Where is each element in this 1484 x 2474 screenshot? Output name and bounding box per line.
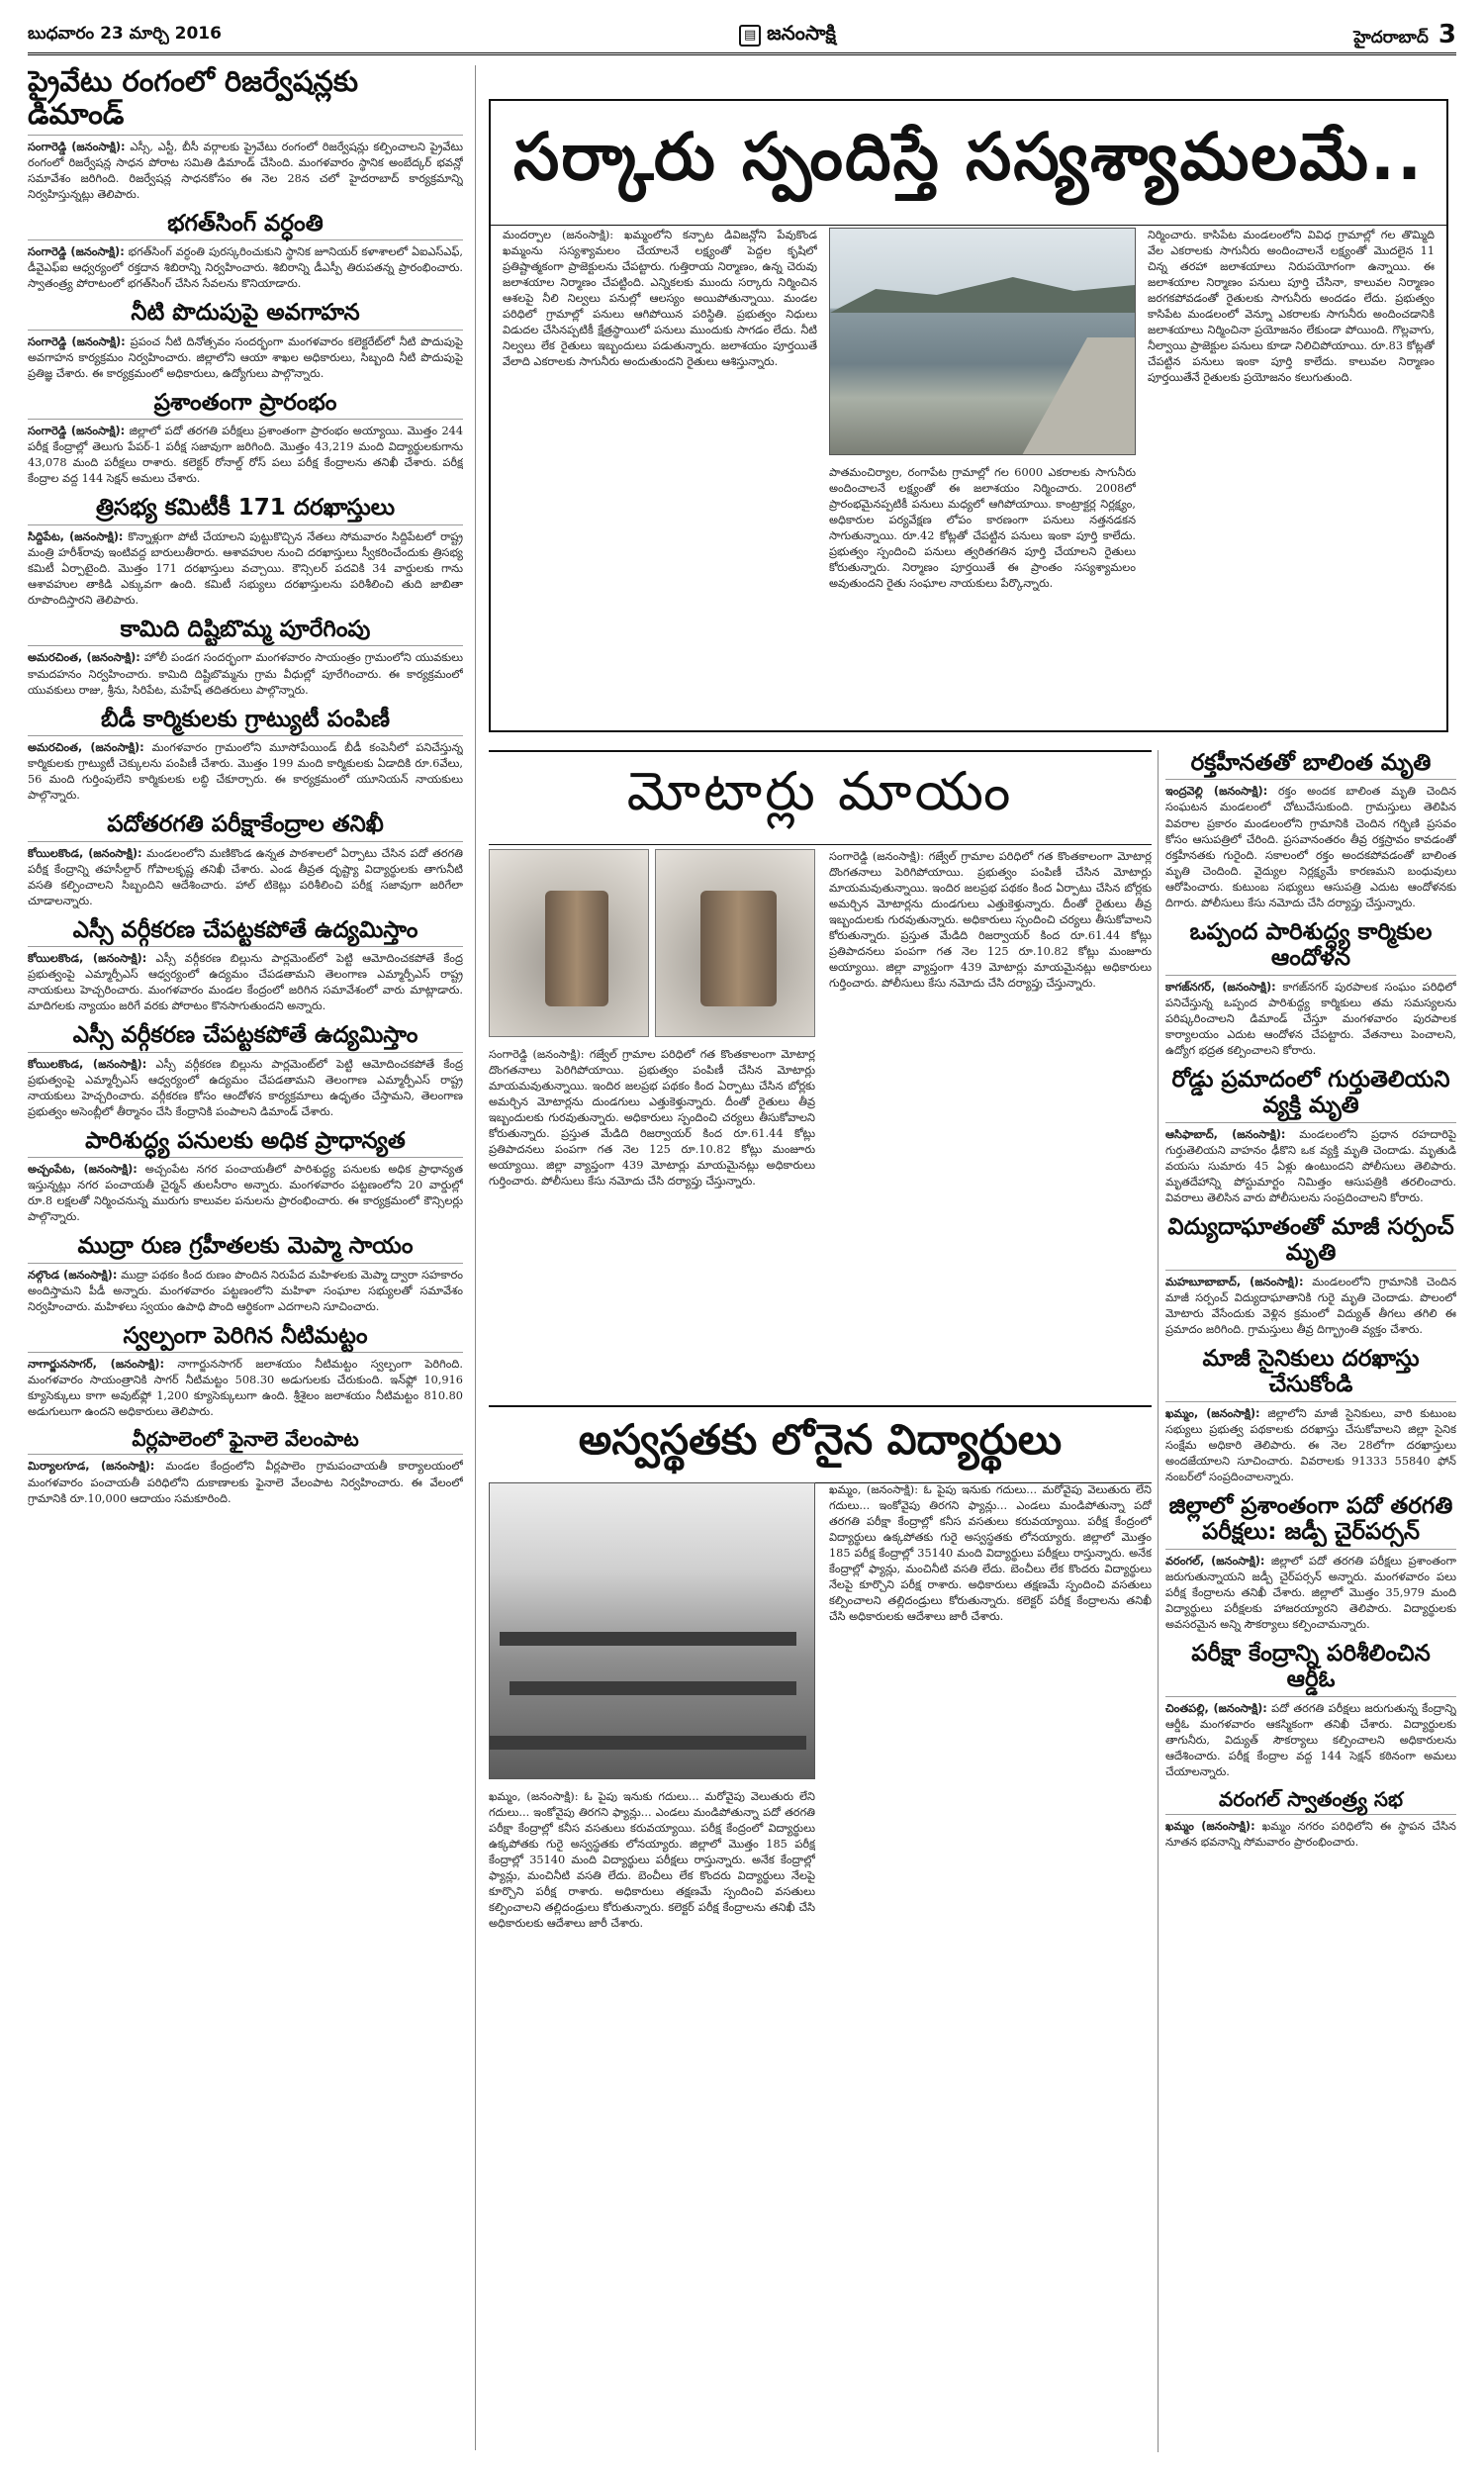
hill-shape (830, 273, 1135, 313)
news-story (28, 65, 463, 203)
story-headline: రోడ్డు ప్రమాదంలో గుర్తుతెలియని వ్యక్తి మృతి (1165, 1067, 1456, 1123)
story-dateline: నాగార్జునసాగర్, (జనంసాక్షి): (28, 1358, 164, 1372)
issue-date: బుధవారం 23 మార్చి 2016 (28, 23, 222, 44)
story-headline: ఒప్పంద పారిశుద్ధ్య కార్మికుల ఆందోళన (1165, 919, 1456, 976)
pipe-shape (700, 891, 777, 1006)
story-text: జిల్లాలో పదో తరగతి పరీక్షలు ప్రశాంతంగా ప్రారంభం అయ్యాయి. మొత్తం 244 పరీక్ష కేంద్రాల్లో తెలుగు పేపర్-1 పరీక్ష సజావుగా జరిగింది. మొత్తం 43,219 మంది విద్యార్థులకుగాను 43,078 మంది పరీక్షలు రాశారు. కలెక్టర్ రోనాల్డ్ రోస్ పలు పరీక్ష కేంద్రాలను తనిఖీ చేశారు. పరీక్ష కేంద్రాల వద్ద 144 సెక్షన్ అమలు చేశారు. (28, 425, 463, 486)
story-headline: నీటి పొదుపుపై అవగాహన (28, 300, 463, 330)
story-body (28, 1357, 463, 1420)
story-dateline: ఖమ్మం (జనంసాక్షి): (1165, 1819, 1255, 1833)
news-story (28, 617, 463, 699)
story-dateline: అమరచింత, (జనంసాక్షి): (28, 741, 144, 754)
story-body (28, 334, 463, 382)
story-headline: పరీక్షా కేంద్రాన్ని పరిశీలించిన ఆర్డీఓ (1165, 1641, 1456, 1697)
story-body (1165, 1819, 1456, 1851)
student-text-a: ఖమ్మం, (జనంసాక్షి): ఓ పైపు ఇనుకు గదులు... మరోవైపు వెలుతురు లేని గదులు... ఇంకోవైపు తిరగని ఫ్యాన్లు... ఎండలు మండిపోతున్నా పదో తరగతి పరీక్షా కేంద్రాల్లో కనీస వసతులు కరువయ్యాయి. పరీక్ష కేంద్రంలో విద్యార్థులు ఉక్కపోతకు గురై అస్వస్థతకు లోనయ్యారు. జిల్లాలో మొత్తం 185 పరీక్ష కేంద్రాల్లో 35140 మంది విద్యార్థులు పరీక్షలు రాస్తున్నారు. అనేక కేంద్రాల్లో ఫ్యాన్లు, మంచినీటి వసతి లేదు. బెంచీలు లేక కొందరు విద్యార్థులు నేలపై కూర్చొని పరీక్ష రాశారు. అధికారులు తక్షణమే స్పందించి వసతులు కల్పించాలని తల్లిదండ్రులు కోరుతున్నారు. కలెక్టర్ పరీక్ష కేంద్రాలను తనిఖీ చేసి అధికారులకు ఆదేశాలు జారీ చేశారు. (489, 1790, 815, 1931)
story-dateline: ఖమ్మం, (జనంసాక్షి): (1165, 1406, 1260, 1420)
lead-headline: సర్కారు స్పందిస్తే సస్యశ్యామలమే.. (491, 101, 1446, 226)
story-text: జిల్లాలోని మాజీ సైనికులు, వారి కుటుంబ సభ్యులు ప్రభుత్వ పథకాలకు దరఖాస్తు చేసుకోవాలని జిల్లా సైనిక సంక్షేమ అధికారి తెలిపారు. ఈ నెల 28లోగా దరఖాస్తులు అందజేయాలని సూచించారు. వివరాలకు 91333 55840 ఫోన్ నంబర్‌లో సంప్రదించాలన్నారు. (1165, 1406, 1456, 1483)
story-headline: ముద్రా రుణ గ్రహీతలకు మెప్మా సాయం (28, 1233, 463, 1263)
story-dateline: ఇంద్రవెల్లి (జనంసాక్షి): (1165, 785, 1268, 799)
story-headline: ఎస్సీ వర్గీకరణ చేపట్టకపోతే ఉద్యమిస్తాం (28, 1022, 463, 1052)
news-story (28, 1128, 463, 1226)
story-body (1165, 784, 1456, 910)
motor-photo-1 (489, 849, 649, 1037)
story-body (28, 424, 463, 487)
motors-story (489, 750, 1152, 1189)
pipe-shape (545, 891, 608, 1006)
story-headline: ప్రైవేటు రంగంలో రిజర్వేషన్లకు డిమాండ్ (28, 65, 463, 136)
motor-photo-2 (655, 849, 815, 1037)
story-headline: కామిది దిష్టిబొమ్మ పూరేగింపు (28, 617, 463, 646)
story-text: ఎస్సీ వర్గీకరణ బిల్లును పార్లమెంట్‌లో పెట్టి ఆమోదించకపోతే కేంద్ర ప్రభుత్వంపై ఎమ్మార్పీఎస్ ఆధ్వర్యంలో ఉద్యమం చేపడతామని తెలంగాణ ఎమ్మార్పీఎస్ రాష్ట్ర నాయకులు హెచ్చరించారు. మంగళవారం మండల కేంద్రంలో జరిగిన సమావేశంలో వారు మాట్లాడారు. మాదిగలకు న్యాయం జరిగే వరకు పోరాటం కొనసాగుతుందని అన్నారు. (28, 952, 463, 1013)
edition-city: హైదరాబాద్ (1353, 27, 1429, 48)
news-story (28, 211, 463, 293)
column-divider (475, 65, 476, 2450)
exam-hall-photo (489, 1482, 815, 1779)
page-number: 3 (1438, 19, 1456, 49)
story-text: మండలంలోని ప్రధాన రహదారిపై గుర్తుతెలియని వాహనం ఢీకొని ఒక వ్యక్తి మృతి చెందాడు. మృతుడి వయసు సుమారు 45 ఏళ్లు ఉంటుందని పోలీసులు తెలిపారు. మృతదేహాన్ని పోస్టుమార్టం నిమిత్తం ఆసుపత్రికి తరలించారు. వివరాలు తెలిసిన వారు పోలీసులను సంప్రదించాలని కోరారు. (1165, 1127, 1456, 1204)
story-text: మండలంలోని గ్రామానికి చెందిన మాజీ సర్పంచ్ విద్యుదాఘాతానికి గురై మృతి చెందాడు. పొలంలో మోటారు వేసేందుకు వెళ్లిన క్రమంలో విద్యుత్ తీగలు తగిలి ఈ ప్రమాదం జరిగింది. గ్రామస్తులు తీవ్ర దిగ్భ్రాంతి వ్యక్తం చేశారు. (1165, 1275, 1456, 1336)
reservoir-photo (829, 228, 1136, 455)
story-text: హోలీ పండగ సందర్భంగా మంగళవారం సాయంత్రం గ్రామంలోని యువకులు కామదహనం నిర్వహించారు. కామిది దిష్టిబొమ్మను గ్రామ వీధుల్లో పూరేగించారు. ఈ కార్యక్రమంలో యువకులు రాజు, శ్రీను, సిరిపేట, మహేష్ తదితరులు పాల్గొన్నారు. (28, 651, 463, 697)
story-dateline: కోయిలకొండ, (జనంసాక్షి): (28, 1057, 147, 1071)
story-headline: పారిశుద్ధ్య పనులకు అధిక ప్రాధాన్యత (28, 1128, 463, 1158)
story-headline: జిల్లాలో ప్రశాంతంగా పదో తరగతి పరీక్షలు: జడ్పీ చైర్‌పర్సన్ (1165, 1493, 1456, 1550)
desk-shape (510, 1681, 796, 1695)
story-headline: రక్తహీనతతో బాలింత మృతి (1165, 750, 1456, 780)
left-column (28, 65, 463, 2460)
story-headline: పదోతరగతి పరీక్షాకేంద్రాల తనిఖీ (28, 811, 463, 841)
story-headline: ఎస్సీ వర్గీకరణ చేపట్టకపోతే ఉద్యమిస్తాం (28, 917, 463, 947)
motors-text-b: సంగారెడ్డి (జనంసాక్షి): గజ్వేల్ గ్రామాల పరిధిలో గత కొంతకాలంగా మోటార్ల దొంగతనాలు పెరిగిపోయాయి. ప్రభుత్వం పంపిణీ చేసిన మోటార్లు మాయమవుతున్నాయి. ఇందిర జలప్రభ పథకం కింద ఏర్పాటు చేసిన బోర్లకు అమర్చిన మోటార్లను దుండగులు ఎత్తుకెళ్తున్నారు. దీంతో రైతులు తీవ్ర ఇబ్బందులకు గురవుతున్నారు. అధికారులు స్పందించి చర్యలు తీసుకోవాలని కోరుతున్నారు. ప్రస్తుత మేడిది రిజర్వాయర్ కింద రూ.61.44 కోట్లు ప్రతిపాదనలు పంపగా గత నెల 125 రూ.10.82 కోట్లు మంజూరు అయ్యాయి. జిల్లా వ్యాప్తంగా 439 మోటార్లు మాయమైనట్లు అధికారులు గుర్తించారు. పోలీసులు కేసు నమోదు చేసి దర్యాప్తు చేస్తున్నారు. (829, 850, 1152, 991)
news-story (1165, 750, 1456, 911)
motors-text-a: సంగారెడ్డి (జనంసాక్షి): గజ్వేల్ గ్రామాల పరిధిలో గత కొంతకాలంగా మోటార్ల దొంగతనాలు పెరిగిపోయాయి. ప్రభుత్వం పంపిణీ చేసిన మోటార్లు మాయమవుతున్నాయి. ఇందిర జలప్రభ పథకం కింద ఏర్పాటు చేసిన బోర్లకు అమర్చిన మోటార్లను దుండగులు ఎత్తుకెళ్తున్నారు. దీంతో రైతులు తీవ్ర ఇబ్బందులకు గురవుతున్నారు. అధికారులు స్పందించి చర్యలు తీసుకోవాలని కోరుతున్నారు. ప్రస్తుత మేడిది రిజర్వాయర్ కింద రూ.61.44 కోట్లు ప్రతిపాదనలు పంపగా గత నెల 125 రూ.10.82 కోట్లు మంజూరు అయ్యాయి. జిల్లా వ్యాప్తంగా 439 మోటార్లు మాయమైనట్లు అధికారులు గుర్తించారు. పోలీసులు కేసు నమోదు చేసి దర్యాప్తు చేస్తున్నారు. (489, 1048, 815, 1189)
story-body (28, 244, 463, 292)
story-body (1165, 980, 1456, 1059)
story-text: రక్తం అందక బాలింత మృతి చెందిన సంఘటన మండలంలో చోటుచేసుకుంది. గ్రామస్తులు తెలిపిన వివరాల ప్రకారం మండలంలోని గ్రామానికి చెందిన గర్భిణి ప్రసవం కోసం ఆసుపత్రిలో చేరింది. ప్రసవానంతరం తీవ్ర రక్తస్రావం కావడంతో రక్తహీనతకు గురైంది. సకాలంలో రక్తం అందకపోవడంతో బాలింత మృతి చెందింది. వైద్యుల నిర్లక్ష్యమే కారణమని బంధువులు ఆరోపించారు. కుటుంబ సభ్యులు ఆసుపత్రి ఎదుట ఆందోళనకు దిగారు. పోలీసులు కేసు నమోదు చేసి దర్యాప్తు చేస్తున్నారు. (1165, 785, 1456, 909)
story-headline: మాజీ సైనికులు దరఖాస్తు చేసుకోండి (1165, 1346, 1456, 1402)
story-body (28, 951, 463, 1014)
story-text: మంగళవారం గ్రామంలోని మూసోపేయిండ్ బీడీ కంపెనీలో పనిచేస్తున్న కార్మికులకు గ్రాట్యుటీ చెక్కులను పంపిణీ చేశారు. మొత్తం 199 మంది కార్మికులకు ఏడాదికి రూ.6వేలు, 56 మంది గుర్తింపులేని కార్మికులకు లబ్ధి చేకూర్చారు. ఈ కార్యక్రమంలో యూనియన్ నాయకులు పాల్గొన్నారు. (28, 741, 463, 803)
story-dateline: సంగారెడ్డి (జనంసాక్షి): (28, 140, 126, 153)
story-dateline: కోయిలకొండ, (జనంసాక్షి): (28, 846, 142, 860)
story-headline: వరంగల్ స్వాతంత్ర్య సభ (1165, 1788, 1456, 1815)
story-dateline: కోయిలకొండ, (జనంసాక్షి): (28, 952, 147, 966)
motor-photos (489, 849, 815, 1037)
news-story (28, 811, 463, 909)
newspaper-logo-icon: ▤ (739, 25, 761, 47)
news-story (28, 1323, 463, 1421)
right-column (1165, 750, 1456, 2462)
story-body (28, 529, 463, 609)
story-text: అచ్చంపేట నగర పంచాయతీలో పారిశుద్ధ్య పనులకు అధిక ప్రాధాన్యత ఇస్తున్నట్లు నగర పంచాయతీ చైర్మన్ తులసీరాం అన్నారు. మంగళవారం పట్టణంలోని 20 వార్డుల్లో రూ.8 లక్షలతో నిర్మించనున్న మురుగు కాలువల పనులను ప్రారంభించారు. ఈ కార్యక్రమంలో కౌన్సిలర్లు పాల్గొన్నారు. (28, 1163, 463, 1224)
news-story (1165, 1641, 1456, 1780)
news-story (1165, 1346, 1456, 1485)
lead-story (489, 99, 1448, 732)
story-text: జిల్లాలో పదో తరగతి పరీక్షలు ప్రశాంతంగా జరుగుతున్నాయని జడ్పీ చైర్‌పర్సన్ అన్నారు. మంగళవారం పలు పరీక్ష కేంద్రాలను తనిఖీ చేశారు. జిల్లాలో మొత్తం 35,979 మంది విద్యార్థులు పరీక్షలకు హాజరయ్యారని తెలిపారు. విద్యార్థులకు అవసరమైన అన్ని సౌకర్యాలు కల్పించామన్నారు. (1165, 1554, 1456, 1631)
story-body (28, 1162, 463, 1225)
story-text: భగత్‌సింగ్ వర్ధంతి పురస్కరించుకుని స్థానిక జూనియర్ కళాశాలలో ఏఐఎస్ఎఫ్, డీవైఎఫ్ఐ ఆధ్వర్యంలో రక్తదాన శిబిరాన్ని నిర్వహించారు. శిబిరాన్ని డీఎస్పీ తిరుపతన్న ప్రారంభించారు. స్వాతంత్ర్య పోరాటంలో భగత్‌సింగ్ చేసిన సేవలను కొనియాడారు. (28, 245, 463, 291)
news-story (28, 390, 463, 488)
story-dateline: సంగారెడ్డి (జనంసాక్షి): (28, 245, 125, 259)
story-dateline: సంగారెడ్డి (జనంసాక్షి): (28, 425, 126, 438)
story-headline: భగత్‌సింగ్ వర్ధంతి (28, 211, 463, 240)
story-headline: స్వల్పంగా పెరిగిన నీటిమట్టం (28, 1323, 463, 1353)
news-story (28, 1428, 463, 1506)
column-divider (1158, 750, 1159, 2452)
news-story (28, 1022, 463, 1120)
story-dateline: వరంగల్, (జనంసాక్షి): (1165, 1554, 1265, 1568)
story-body (28, 740, 463, 804)
story-body (1165, 1554, 1456, 1633)
story-dateline: అచ్చంపేట, (జనంసాక్షి): (28, 1163, 138, 1177)
story-body (1165, 1127, 1456, 1206)
news-story (1165, 919, 1456, 1059)
news-story (1165, 1214, 1456, 1338)
page-info (1353, 20, 1456, 51)
story-dateline: సంగారెడ్డి (జనంసాక్షి): (28, 334, 126, 348)
lead-text-col1: మందర్పాల (జనంసాక్షి): ఖమ్మంలోని కన్పాట డివిజన్లోని పేవుకొండ ఖమ్మంను సస్యశ్యామలం చేయాలనే లక్ష్యంతో పెద్దల కృషిలో ప్రతిష్టాత్మకంగా ప్రాజెక్టులను చేపట్టారు. గుత్తిరాయ నిర్మాణం, ఉన్న చెరువు జలాశయాల నిర్మాణం చేపట్టింది. ఎన్నికలకు ముందు సర్కారు నిర్మించిన ఆశలపై నీలి నిల్వలు పనుల్లో ఆలస్యం అయిపోతున్నాయి. మండల పరిధిలో గ్రామాల్లో పనులు ఆగిపోయిన పరిస్థితి. ప్రభుత్వం నిధులు విడుదల చేసినప్పటికీ క్షేత్రస్థాయిలో పనులు ముందుకు సాగడం లేదు. నీటి నిల్వలు లేక రైతులు ఇబ్బందులు పడుతున్నారు. జలాశయం పూర్తయితే వేలాది ఎకరాలకు సాగునీరు అందుతుందని రైతులు ఆశిస్తున్నారు. (503, 229, 817, 369)
story-body (28, 140, 463, 203)
desk-shape (500, 1632, 796, 1646)
story-dateline: చింతపల్లి, (జనంసాక్షి): (1165, 1701, 1267, 1715)
story-body (28, 1459, 463, 1506)
lead-text-col2: పాతమంచిర్యాల, రంగాపేట గ్రామాల్లో గల 6000 ఎకరాలకు సాగునీరు అందించాలనే లక్ష్యంతో ఈ జలాశయం నిర్మించారు. 2008లో ప్రారంభమైనప్పటికీ పనులు మధ్యలో ఆగిపోయాయి. కాంట్రాక్టర్ల నిర్లక్ష్యం, అధికారుల పర్యవేక్షణ లోపం కారణంగా పనులు నత్తనడకన సాగుతున్నాయి. రూ.42 కోట్లతో చేపట్టిన పనులు ఇంకా పూర్తి కాలేదు. ప్రభుత్వం స్పందించి పనులు త్వరితగతిన పూర్తి చేయాలని రైతులు కోరుతున్నారు. నిర్మాణం పూర్తయితే ఈ ప్రాంతం సస్యశ్యామలం అవుతుందని రైతు సంఘాల నాయకులు పేర్కొన్నారు. (829, 466, 1136, 591)
story-body (28, 650, 463, 698)
news-story (1165, 1067, 1456, 1206)
story-headline: త్రిసభ్య కమిటీకీ 171 దరఖాస్తులు (28, 495, 463, 524)
story-text: కాగజ్‌నగర్ పురపాలక సంఘం పరిధిలో పనిచేస్తున్న ఒప్పంద పారిశుద్ధ్య కార్మికులు తమ సమస్యలను పరిష్కరించాలని డిమాండ్ చేస్తూ మంగళవారం పురపాలక కార్యాలయం ఎదుట ఆందోళన చేపట్టారు. వేతనాలు పెంచాలని, ఉద్యోగ భద్రత కల్పించాలని కోరారు. (1165, 980, 1456, 1057)
news-story (28, 495, 463, 609)
story-text: ఎస్సీ వర్గీకరణ బిల్లును పార్లమెంట్‌లో పెట్టి ఆమోదించకపోతే కేంద్ర ప్రభుత్వంపై ఎమ్మార్పీఎస్ ఆధ్వర్యంలో ఉద్యమం చేపడతామని తెలంగాణ ఎమ్మార్పీఎస్ రాష్ట్ర నాయకులు హెచ్చరించారు. వర్గీకరణ కోసం ఆందోళన కార్యక్రమాలు ఉధృతం చేస్తామని, తెలంగాణ ప్రభుత్వం అసెంబ్లీలో తీర్మానం చేసి కేంద్రానికి పంపాలని డిమాండ్ చేశారు. (28, 1057, 463, 1118)
story-body (28, 846, 463, 909)
story-text: నాగార్జునసాగర్ జలాశయం నీటిమట్టం స్వల్పంగా పెరిగింది. మంగళవారం సాయంత్రానికి సాగర్ నీటిమట్టం 508.30 అడుగులకు చేరుకుంది. ఇన్‌ఫ్లో 10,916 క్యూసెక్కులు కాగా అవుట్‌ఫ్లో 1,200 క్యూసెక్కులుగా ఉంది. శ్రీశైలం జలాశయం నీటిమట్టం 810.80 అడుగులుగా ఉందని అధికారులు తెలిపారు. (28, 1358, 463, 1419)
story-text: పదో తరగతి పరీక్షలు జరుగుతున్న కేంద్రాన్ని ఆర్డీఓ మంగళవారం ఆకస్మికంగా తనిఖీ చేశారు. విద్యార్థులకు తాగునీరు, విద్యుత్ సౌకర్యాలు కల్పించాలని అధికారులను ఆదేశించారు. పరీక్ష కేంద్రాల వద్ద 144 సెక్షన్ కఠినంగా అమలు చేయాలన్నారు. (1165, 1701, 1456, 1778)
story-dateline: కాగజ్‌నగర్, (జనంసాక్షి): (1165, 980, 1276, 994)
story-body (1165, 1275, 1456, 1338)
news-story (28, 300, 463, 382)
story-dateline: సిద్దిపేట, (జనంసాక్షి): (28, 529, 124, 543)
lead-text-col3: నిర్మించారు. కాసిపేట మండలంలోని వివిధ గ్రామాల్లో గల తొమ్మిది వేల ఎకరాలకు సాగునీరు అందించాలనే లక్ష్యంతో మొదలైన 11 చిన్న తరహా జలాశయాలు నిరుపయోగంగా ఉన్నాయి. ఈ జలాశయాల నిర్మాణం పనులు పూర్తి చేసినా, కాలువల నిర్మాణం జరగకపోవడంతో రైతులకు సాగునీరు అందడం లేదు. ప్రభుత్వం కాసిపేట మండలంలో వెన్నూ ఎకరాలకు సాగునీరు అందించడానికి జలాశయాలు నిర్మించినా ప్రయోజనం లేకుండా పోయింది. గొల్లవాగు, నీల్వాయి ప్రాజెక్టుల పనులు కూడా నిలిచిపోయాయి. రూ.83 కోట్లతో చేపట్టిన పనులు ఇంకా పూర్తి కాలేదు. కాలువల నిర్మాణం పూర్తయితేనే రైతులకు ప్రయోజనం కలుగుతుంది. (1148, 229, 1435, 385)
news-story (1165, 1788, 1456, 1851)
desk-shape (490, 1736, 806, 1750)
lead-body (503, 228, 1435, 720)
story-dateline: ఆసిఫాబాద్, (జనంసాక్షి): (1165, 1127, 1286, 1141)
story-headline: వీర్లపాలెంలో ఫైనాలె వేలంపాట (28, 1428, 463, 1455)
story-text: ఎస్సీ, ఎస్టీ, బీసీ వర్గాలకు ప్రైవేటు రంగంలో రిజర్వేషన్లు కల్పించాలని ప్రైవేటు రంగంలో రిజర్వేషన్ల సాధన పోరాట సమితి డిమాండ్ చేసింది. మంగళవారం స్థానిక అంబేద్కర్ భవన్లో సమావేశం జరిగింది. రిజర్వేషన్ల సాధనకోసం ఈ నెల 28న చలో హైదరాబాద్ కార్యక్రమాన్ని నిర్వహిస్తున్నట్లు తెలిపారు. (28, 140, 463, 201)
story-headline: బీడీ కార్మికులకు గ్రాట్యుటీ పంపిణీ (28, 707, 463, 736)
story-headline: విద్యుదాఘాతంతో మాజీ సర్పంచ్ మృతి (1165, 1214, 1456, 1271)
story-body (28, 1268, 463, 1315)
story-body (28, 1057, 463, 1120)
story-text: ముద్రా పథకం కింద రుణం పొందిన నిరుపేద మహిళలకు మెప్మా ద్వారా సహకారం అందిస్తామని పీడీ అన్నారు. మంగళవారం పట్టణంలోని మహిళా సంఘాల సభ్యులతో సమావేశం నిర్వహించారు. మహిళలు స్వయం ఉపాధి పొంది ఆర్థికంగా ఎదగాలని సూచించారు. (28, 1268, 463, 1313)
story-dateline: అమరచింత, (జనంసాక్షి): (28, 651, 140, 665)
news-story (28, 707, 463, 805)
paper-name: జనంసాక్షి (767, 21, 837, 45)
news-story (28, 1233, 463, 1315)
student-headline: అస్వస్థతకు లోనైన విద్యార్థులు (489, 1405, 1152, 1483)
story-dateline: నల్గొండ (జనంసాక్షి): (28, 1268, 118, 1282)
story-headline: ప్రశాంతంగా ప్రారంభం (28, 390, 463, 420)
news-story (28, 917, 463, 1015)
motors-headline: మోటార్లు మాయం (489, 750, 1152, 845)
story-text: మండల కేంద్రంలోని వీర్లపాలెం గ్రామపంచాయతీ కార్యాలయంలో మంగళవారం పంచాయతీ పరిధిలోని దుకాణాలకు ఫైనాలె వేలంపాట నిర్వహించారు. ఈ వేలంలో గ్రామానికి రూ.10,000 ఆదాయం సమకూరింది. (28, 1460, 463, 1505)
story-body (1165, 1701, 1456, 1780)
story-dateline: మిర్యాలగూడ, (జనంసాక్షి): (28, 1460, 155, 1474)
story-text: కొన్నాళ్లుగా పోటీ చేయాలని పుట్టుకొచ్చిన నేతలు సోమవారం సిద్దిపేటలో రాష్ట్ర మంత్రి హరీశ్‌రావు ఇంటివద్ద బారులుతీరారు. ఆశావహుల నుంచి దరఖాస్తులు స్వీకరించేందుకు త్రిసభ్య కమిటీ ఏర్పాటైంది. మొత్తం 171 దరఖాస్తులు వచ్చాయి. కౌన్సిలర్ పదవికి 34 వార్డులకు గాను ఆశావహుల తాకిడి ఎక్కువగా ఉంది. కమిటీ సభ్యులు దరఖాస్తులను పరిశీలించి తుది జాబితా రూపొందిస్తారని తెలిపారు. (28, 529, 463, 607)
story-text: ఖమ్మం నగరం పరిధిలోని ఈ స్థాపన చేసిన నూతన భవనాన్ని సోమవారం ప్రారంభించారు. (1165, 1819, 1456, 1849)
news-story (1165, 1493, 1456, 1633)
masthead (28, 18, 1456, 55)
dam-wall-shape (1016, 337, 1135, 455)
student-story (489, 1405, 1152, 1931)
paper-logo (739, 21, 836, 49)
story-text: ప్రపంచ నీటి దినోత్సవం సందర్భంగా మంగళవారం కలెక్టరేట్‌లో నీటి పొదుపుపై అవగాహన కార్యక్రమం నిర్వహించారు. జిల్లాలోని ఆయా శాఖల అధికారులు, సిబ్బంది నీటి పొదుపుపై ప్రతిజ్ఞ చేశారు. ఈ కార్యక్రమంలో అధికారులు, ఉద్యోగులు పాల్గొన్నారు. (28, 334, 463, 380)
story-body (1165, 1406, 1456, 1485)
story-text: మండలంలోని మణికొండ ఉన్నత పాఠశాలలో ఏర్పాటు చేసిన పదో తరగతి పరీక్ష కేంద్రాన్ని తహసీల్దార్ గోపాలకృష్ణ తనిఖీ చేశారు. ఎండ తీవ్రత దృష్ట్యా విద్యార్థులకు తాగునీటి వసతి కల్పించాలని సిబ్బందిని ఆదేశించారు. హాల్ టికెట్లు పరిశీలించి పరీక్ష సజావుగా జరిగేలా చూడాలన్నారు. (28, 846, 463, 907)
story-dateline: మహబూబాబాద్, (జనంసాక్షి): (1165, 1275, 1304, 1288)
student-text-b: ఖమ్మం, (జనంసాక్షి): ఓ పైపు ఇనుకు గదులు... మరోవైపు వెలుతురు లేని గదులు... ఇంకోవైపు తిరగని ఫ్యాన్లు... ఎండలు మండిపోతున్నా పదో తరగతి పరీక్షా కేంద్రాల్లో కనీస వసతులు కరువయ్యాయి. పరీక్ష కేంద్రంలో విద్యార్థులు ఉక్కపోతకు గురై అస్వస్థతకు లోనయ్యారు. జిల్లాలో మొత్తం 185 పరీక్ష కేంద్రాల్లో 35140 మంది విద్యార్థులు పరీక్షలు రాస్తున్నారు. అనేక కేంద్రాల్లో ఫ్యాన్లు, మంచినీటి వసతి లేదు. బెంచీలు లేక కొందరు విద్యార్థులు నేలపై కూర్చొని పరీక్ష రాశారు. అధికారులు తక్షణమే స్పందించి వసతులు కల్పించాలని తల్లిదండ్రులు కోరుతున్నారు. కలెక్టర్ పరీక్ష కేంద్రాలను తనిఖీ చేసి అధికారులకు ఆదేశాలు జారీ చేశారు. (829, 1483, 1152, 1624)
